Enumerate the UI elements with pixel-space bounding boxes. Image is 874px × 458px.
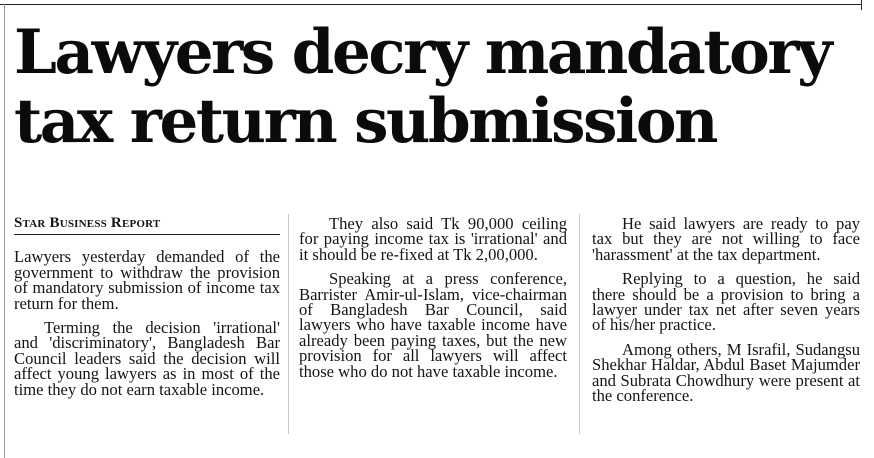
byline: Star Business Report xyxy=(14,216,280,235)
article-column-3 xyxy=(592,216,860,412)
article-column-1 xyxy=(14,216,280,406)
top-border-rule xyxy=(0,4,862,5)
article-column-2 xyxy=(299,216,567,388)
left-border-rule xyxy=(4,4,5,458)
paragraph: Among others, M Israfil, Sudangsu Shekhar Haldar, Abdul Baset Majumder and Subrata Chowdhury were present at the conference. xyxy=(592,339,860,406)
headline-line-2: tax return submission xyxy=(14,86,717,157)
column-divider xyxy=(288,214,289,434)
paragraph: Speaking at a press conference, Barrister Amir-ul-Islam, vice-chairman of Bangladesh Bar Council, said lawyers who have taxable income have already been paying taxes, but the new provision for all lawyers will affect those who do not have taxable income. xyxy=(299,269,567,381)
paragraph: They also said Tk 90,000 ceiling for paying income tax is 'irrational' and it should be re-fixed at Tk 2,00,000. xyxy=(299,214,567,264)
right-border-tick xyxy=(861,0,862,10)
paragraph: Replying to a question, he said there should be a provision to bring a lawyer under tax net after seven years of his/her practice. xyxy=(592,269,860,335)
paragraph: He said lawyers are ready to pay tax but they are not willing to face 'harassment' at the tax department. xyxy=(592,214,860,264)
paragraph: Terming the decision 'irrational' and 'discriminatory', Bangladesh Bar Council leaders said the decision will affect young lawyers as in most of the time they do not earn taxable income. xyxy=(14,318,280,399)
article-headline xyxy=(14,18,859,156)
headline-line-1: Lawyers decry mandatory xyxy=(14,17,831,88)
paragraph: Lawyers yesterday demanded of the government to withdraw the provision of mandatory submission of income tax return for them. xyxy=(14,247,280,313)
column-divider xyxy=(579,214,580,434)
